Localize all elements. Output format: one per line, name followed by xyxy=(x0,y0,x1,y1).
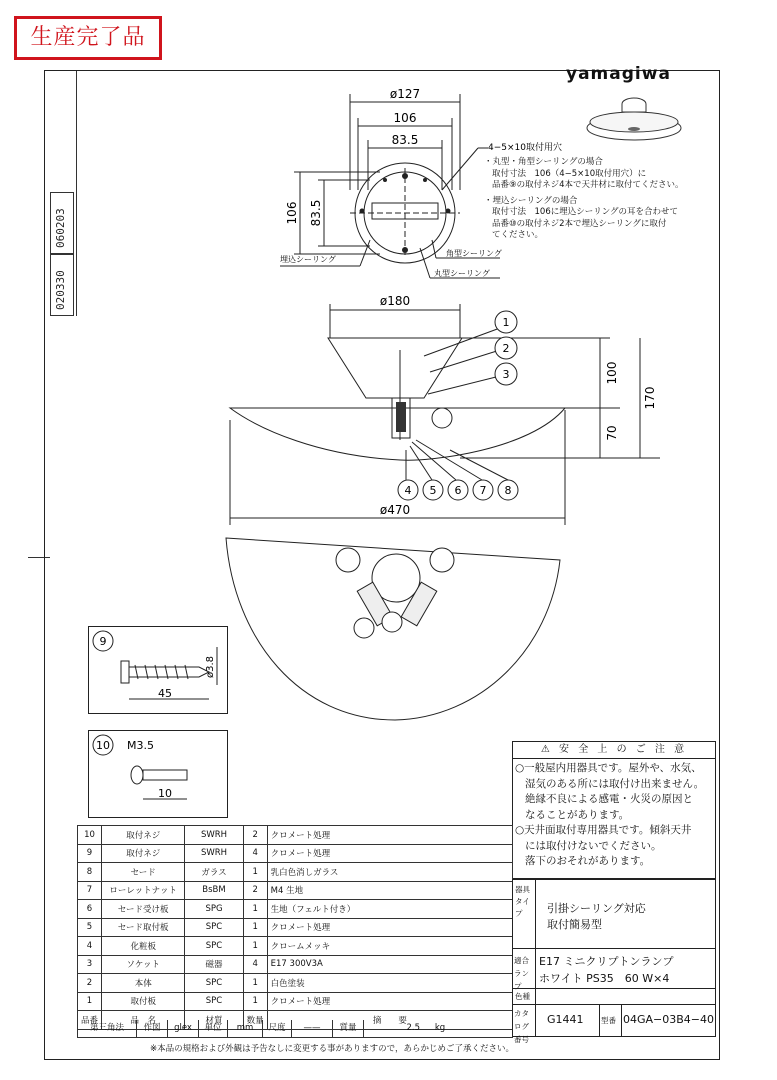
callout-6: 6 xyxy=(454,484,462,497)
part-no: 8 xyxy=(78,863,102,882)
part-name: セード xyxy=(102,863,185,882)
callout-3: 3 xyxy=(502,368,510,381)
parts-row xyxy=(78,900,513,919)
parts-row xyxy=(78,955,513,974)
dim-side-180: ø180 xyxy=(379,294,411,308)
catalog-divider xyxy=(535,1004,536,1036)
screw-9-box xyxy=(88,626,228,714)
dim-top-83-5-v: 83.5 xyxy=(309,199,323,227)
lamp-label: 適合ランプ xyxy=(514,956,529,991)
mounting-notes xyxy=(484,157,684,242)
part-name: 取付板 xyxy=(102,992,185,1011)
screw-10-number: 10 xyxy=(96,739,110,752)
part-qty: 1 xyxy=(243,863,267,882)
catalog-row xyxy=(513,1004,715,1044)
callout-5: 5 xyxy=(429,484,437,497)
part-material: SPG xyxy=(185,900,243,919)
part-material: 磁器 xyxy=(185,955,243,974)
type-value-1: 引掛シーリング対応 xyxy=(547,902,646,915)
unit-label: 単位 xyxy=(199,1020,228,1037)
label-embed-ceiling: 埋込シーリング xyxy=(280,255,336,264)
mass-label: 質量 xyxy=(333,1020,364,1037)
callout-1: 1 xyxy=(502,316,510,329)
part-name: ソケット xyxy=(102,955,185,974)
side-view-drawing xyxy=(220,290,720,530)
lamp-value-1: E17 ミニクリプトンランプ xyxy=(539,955,674,968)
part-no: 3 xyxy=(78,955,102,974)
part-remark: クロメート処理 xyxy=(267,844,512,863)
scale-value: —— xyxy=(292,1020,333,1037)
parts-row xyxy=(78,881,513,900)
part-no: 9 xyxy=(78,844,102,863)
dim-side-70: 70 xyxy=(605,425,619,441)
screw-9-diagram xyxy=(89,627,227,713)
part-remark: 白色塗装 xyxy=(267,974,512,993)
footer-info-row xyxy=(77,1020,513,1038)
dim-side-170: 170 xyxy=(643,386,657,410)
footnote: ※本品の規格および外観は予告なしに変更する事がありますので，あらかじめご了承ください。 xyxy=(150,1044,514,1054)
safety-text xyxy=(513,759,715,870)
callout-4: 4 xyxy=(404,484,412,497)
part-no: 6 xyxy=(78,900,102,919)
part-qty: 2 xyxy=(243,826,267,845)
part-remark: クロメート処理 xyxy=(267,992,512,1011)
part-no: 2 xyxy=(78,974,102,993)
mounting-note-line: 品番⑩の取付ネジ2本で埋込シーリングに取付 xyxy=(492,218,667,229)
mounting-note-line: てください。 xyxy=(492,230,544,240)
color-divider xyxy=(535,988,536,1004)
part-name: 化粧板 xyxy=(102,937,185,956)
model-divider-2 xyxy=(621,1004,622,1036)
side-code-1: 060203 xyxy=(54,208,67,248)
drawn-label: 作図 xyxy=(137,1020,168,1037)
part-material: ガラス xyxy=(185,863,243,882)
part-remark: 乳白色消しガラス xyxy=(267,863,512,882)
bottom-view-drawing xyxy=(220,530,580,725)
header-no: 品番 xyxy=(78,1011,102,1030)
mounting-note-line: 取付寸法 106に埋込シーリングの耳を合わせて xyxy=(492,207,679,217)
safety-line: には取付けないでください。 xyxy=(525,839,662,852)
callout-8: 8 xyxy=(504,484,512,497)
mounting-note-line: 品番⑨の取付ネジ4本で天井材に取付てください。 xyxy=(492,180,684,190)
part-material: SPC xyxy=(185,937,243,956)
part-name: ローレットナット xyxy=(102,881,185,900)
dim-side-470: ø470 xyxy=(379,503,411,517)
parts-row xyxy=(78,863,513,882)
discontinued-stamp: 生産完了品 xyxy=(14,16,162,60)
part-material: SPC xyxy=(185,918,243,937)
part-no: 7 xyxy=(78,881,102,900)
part-no: 10 xyxy=(78,826,102,845)
type-divider xyxy=(535,880,536,948)
mounting-note-line: ・丸型・角型シーリングの場合 xyxy=(484,157,603,167)
header-material: 材質 xyxy=(185,1011,243,1030)
screw-9-diameter: ø3.8 xyxy=(205,655,216,679)
part-material: SPC xyxy=(185,974,243,993)
part-qty: 4 xyxy=(243,955,267,974)
dim-top-106: 106 xyxy=(393,111,417,125)
dim-top-83-5: 83.5 xyxy=(391,133,419,147)
mass-unit: kg xyxy=(434,1023,446,1033)
mounting-note-line: 取付寸法 106（4−5×10取付用穴）に xyxy=(492,168,647,179)
part-material: SWRH xyxy=(185,826,243,845)
part-qty: 1 xyxy=(243,974,267,993)
screw-10-diagram xyxy=(89,731,227,817)
screw-10-name: M3.5 xyxy=(127,739,154,752)
dim-side-100: 100 xyxy=(605,361,619,385)
color-label: 色種 xyxy=(515,992,530,1001)
screw-9-number: 9 xyxy=(99,635,107,648)
part-qty: 1 xyxy=(243,900,267,919)
type-label: 器具タイプ xyxy=(515,885,530,918)
part-name: 取付ネジ xyxy=(102,844,185,863)
part-remark: クロメート処理 xyxy=(267,826,512,845)
label-round-ceiling: 丸型シーリング xyxy=(434,269,490,278)
part-no: 1 xyxy=(78,992,102,1011)
safety-line: ○天井面取付専用器具です。傾斜天井 xyxy=(515,824,692,836)
mass-value: 2.5 xyxy=(406,1023,420,1033)
type-value-2: 取付簡易型 xyxy=(547,918,602,931)
parts-row xyxy=(78,937,513,956)
part-remark: クロメート処理 xyxy=(267,918,512,937)
header-qty: 数量 xyxy=(243,1011,267,1030)
callout-2: 2 xyxy=(502,342,510,355)
dim-top-127: ø127 xyxy=(389,87,421,101)
brand-logo: yamagiwa xyxy=(566,64,671,84)
screw-10-box xyxy=(88,730,228,818)
safety-notice xyxy=(512,741,716,879)
part-no: 4 xyxy=(78,937,102,956)
side-code-2: 020330 xyxy=(54,270,67,310)
projection: 第三角法 xyxy=(78,1020,137,1037)
part-material: SPC xyxy=(185,992,243,1011)
part-name: セード取付板 xyxy=(102,918,185,937)
part-qty: 1 xyxy=(243,937,267,956)
safety-title: ⚠ 安 全 上 の ご 注 意 xyxy=(513,742,715,759)
type-row xyxy=(513,880,715,949)
unit-value: mm xyxy=(228,1020,263,1037)
dim-top-106-v: 106 xyxy=(285,201,299,225)
model-value: 04GA−03B4−40 xyxy=(623,1013,715,1026)
parts-row xyxy=(78,844,513,863)
part-remark: 生地（フェルト付き） xyxy=(267,900,512,919)
screw-10-length: 10 xyxy=(158,787,172,800)
model-divider xyxy=(599,1004,600,1036)
part-remark: M4 生地 xyxy=(267,881,512,900)
header-remark: 摘 要 xyxy=(267,1011,512,1030)
part-qty: 4 xyxy=(243,844,267,863)
drawn-value: glex xyxy=(168,1020,199,1037)
label-square-ceiling: 角型シーリング xyxy=(446,249,502,258)
safety-line: 落下のおそれがあります。 xyxy=(525,855,651,867)
safety-line: 絶縁不良による感電・火災の原因と xyxy=(525,793,693,805)
part-remark: E17 300V3A xyxy=(267,955,512,974)
model-label: 型番 xyxy=(601,1016,616,1025)
mounting-note-line: ・埋込シーリングの場合 xyxy=(484,195,578,206)
parts-row xyxy=(78,992,513,1011)
part-material: BsBM xyxy=(185,881,243,900)
lamp-row xyxy=(513,948,715,989)
color-row xyxy=(513,988,715,1005)
part-name: 本体 xyxy=(102,974,185,993)
lamp-value-2: ホワイト PS35 60 W×4 xyxy=(539,972,670,985)
safety-line: 湿気のある所には取付け出来ません。 xyxy=(525,777,705,790)
part-remark: クロームメッキ xyxy=(267,937,512,956)
part-qty: 2 xyxy=(243,881,267,900)
part-no: 5 xyxy=(78,918,102,937)
header-name: 品 名 xyxy=(102,1011,185,1030)
screw-9-length: 45 xyxy=(158,687,172,700)
part-qty: 1 xyxy=(243,918,267,937)
parts-row xyxy=(78,974,513,993)
catalog-label: カタログ番号 xyxy=(514,1009,529,1044)
part-name: セード受け板 xyxy=(102,900,185,919)
catalog-value: G1441 xyxy=(547,1013,584,1026)
title-block xyxy=(512,879,716,1044)
part-material: SWRH xyxy=(185,844,243,863)
parts-row xyxy=(78,826,513,845)
part-name: 取付ネジ xyxy=(102,826,185,845)
parts-table xyxy=(77,825,513,1030)
safety-line: なることがあります。 xyxy=(525,808,630,821)
safety-line: ○一般屋内用器具です。屋外や、水気、 xyxy=(515,762,702,774)
scale-label: 尺度 xyxy=(263,1020,292,1037)
lamp-divider xyxy=(535,948,536,988)
callout-7: 7 xyxy=(479,484,487,497)
parts-row xyxy=(78,918,513,937)
part-qty: 1 xyxy=(243,992,267,1011)
hole-label: 4−5×10取付用穴 xyxy=(488,143,562,153)
